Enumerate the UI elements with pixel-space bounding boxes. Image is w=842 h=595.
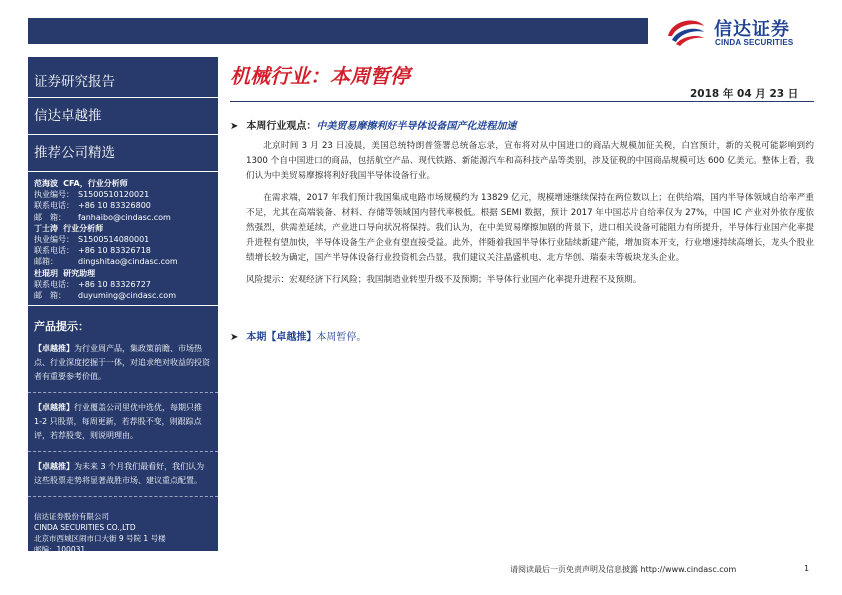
info-label: 邮箱：: [34, 257, 58, 267]
email-link[interactable]: fanhaibo@cindasc.com: [78, 212, 171, 222]
product-notice: [28, 342, 218, 393]
analyst-header: [34, 223, 212, 234]
analyst-title: 行业分析师: [63, 223, 104, 233]
brand-name-cn: 信达证券: [714, 19, 790, 40]
info-value: +86 10 83326800: [78, 201, 151, 211]
company-postcode: 邮编：100031: [34, 545, 86, 555]
company-address: [28, 505, 218, 561]
zhuoyuetui-heading: [230, 328, 366, 343]
info-value: S1500510120021: [78, 190, 150, 200]
info-label: 执业编号：: [34, 190, 74, 200]
info-label: 执业编号：: [34, 235, 74, 245]
analyst-info-line: [34, 279, 212, 290]
title-divider: [230, 101, 814, 102]
body-paragraph: 在需求端，2017 年我们预计我国集成电路市场规模约为 13829 亿元，规模增速继续保持在两位数以上；在供给端，国内半导体领域自给率严重不足，尤其在高端装备、材料、存储等领域国内替代率极低。根据 SEMI 数据，预计 2017 年中国芯片自给率仅为 27%，中国 IC 产业对外依存度依然强烈，供需差延续，产业进口导向状况将保持。我们认为，在中美贸易摩擦加剧的背景下，进口相关设备可能阻力有所提升，半导体行业国产化率提升进程有望加快，半导体设备生产企业有望直接受益。此外，伴随着我国半导体行业陆续新建产能，增加资本开支，行业增速持续高增长，龙头个股业绩增长较为确定，国产半导体设备行业投资机会凸显，我们建议关注晶盛机电、北方华创、瑞泰未等板块龙头企业。: [246, 193, 814, 263]
analyst-info-line: [34, 256, 212, 267]
viewpoint-label: 本周行业观点：: [246, 121, 317, 132]
arrow-bullet-icon: ➤: [230, 121, 239, 132]
sidebar-section-zhuoyuetui: 信达卓越推: [28, 98, 218, 135]
analyst-name: 范海波: [34, 179, 58, 188]
product-tag: 【卓越推】: [34, 462, 74, 472]
viewpoint-text: 中美贸易摩擦利好半导体设备国产化进程加速: [316, 121, 517, 132]
analyst-name: 丁士涛: [34, 223, 58, 233]
analyst-list: [28, 172, 218, 306]
viewpoint-heading: [230, 117, 516, 132]
arrow-bullet-icon: ➤: [230, 332, 239, 343]
info-label: 联系电话：: [34, 279, 74, 289]
product-text: 行业覆盖公司里优中选优，每期只推 1-2 只股票，每周更新，若荐股不变，则跟踪点评，若荐股变，则说明理由。: [34, 403, 202, 441]
info-label: 联系电话：: [34, 246, 74, 256]
page-number: 1: [804, 564, 810, 573]
analyst-title: CFA，行业分析师: [63, 179, 128, 188]
analyst-header: [34, 178, 212, 189]
page-title: 机械行业：本周暂停: [230, 64, 410, 88]
analyst-header: [34, 268, 212, 279]
body-paragraph: 北京时间 3 月 23 日凌晨，美国总统特朗普签署总统备忘录，宣布将对从中国进口的商品大规模加征关税，白宫预计，新的关税可能影响到约 1300 个自中国进口的商品，包括航空产品、现代铁路、新能源汽车和高科技产品等类别，涉及征税的中国商品规模可达 600 亿美元。整体上看，我们认为中美贸易摩擦将利好我国半导体设备行业。: [246, 141, 814, 181]
info-value: +86 10 83326727: [78, 279, 151, 289]
product-tag: 【卓越推】: [34, 344, 74, 354]
risk-notice: 风险提示：宏观经济下行风险；我国制造业转型升级不及预期；半导体行业国产化率提升进程不及预期。: [246, 275, 642, 285]
report-date: 2018 年 04 月 23 日: [690, 88, 799, 100]
analyst-title: 研究助理: [63, 268, 96, 278]
info-label: 联系电话：: [34, 201, 74, 211]
analyst-info-line: [34, 200, 212, 211]
company-name: 信达证券股份有限公司: [34, 512, 109, 522]
product-text: 为未来 3 个月我们最看好，我们认为这些股票走势将显著战胜市场、建议重点配置。: [34, 462, 205, 486]
product-tag: 【卓越推】: [34, 403, 74, 413]
cinda-emblem-icon: [662, 14, 708, 48]
company-address-line: 北京市西城区闹市口大街 9 号院 1 号楼: [34, 534, 166, 544]
info-value: S1500514080001: [78, 235, 150, 245]
analyst-info-line: [34, 189, 212, 200]
info-value: +86 10 83326718: [78, 246, 151, 256]
company-name-en: CINDA SECURITIES CO.,LTD: [34, 523, 136, 533]
report-body: [246, 139, 814, 295]
product-notice: [28, 401, 218, 452]
analyst-info-line: [34, 245, 212, 256]
analyst-name: 杜琨玥: [34, 268, 58, 278]
brand-name-en: CINDA SECURITIES: [715, 38, 794, 47]
email-link[interactable]: dingshitao@cindasc.com: [78, 257, 178, 267]
product-notice-title: 产品提示：: [34, 320, 89, 334]
header-bar: [28, 18, 648, 44]
sidebar-section-report: 证券研究报告: [28, 57, 218, 98]
sidebar: [28, 57, 218, 555]
zhuoyuetui-label: 本期【卓越推】: [246, 332, 317, 343]
info-label: 邮 箱：: [34, 291, 66, 301]
zhuoyuetui-text: 本周暂停。: [316, 332, 367, 343]
analyst-info-line: [34, 290, 212, 301]
analyst-info-line: [34, 234, 212, 245]
product-text: 为行业周产品，集政策前瞻、市场热点、行业深度挖掘于一体，对追求绝对收益的投资者有重要参考价值。: [34, 344, 210, 382]
analyst-info-line: [34, 212, 212, 223]
email-link[interactable]: duyuming@cindasc.com: [78, 291, 176, 301]
sidebar-section-picks: 推荐公司精选: [28, 135, 218, 172]
brand-logo: [662, 14, 822, 48]
product-notice: [28, 460, 218, 497]
footer-disclaimer[interactable]: 请阅读最后一页免责声明及信息披露 http://www.cindasc.com: [510, 565, 737, 574]
info-label: 邮 箱：: [34, 212, 66, 222]
